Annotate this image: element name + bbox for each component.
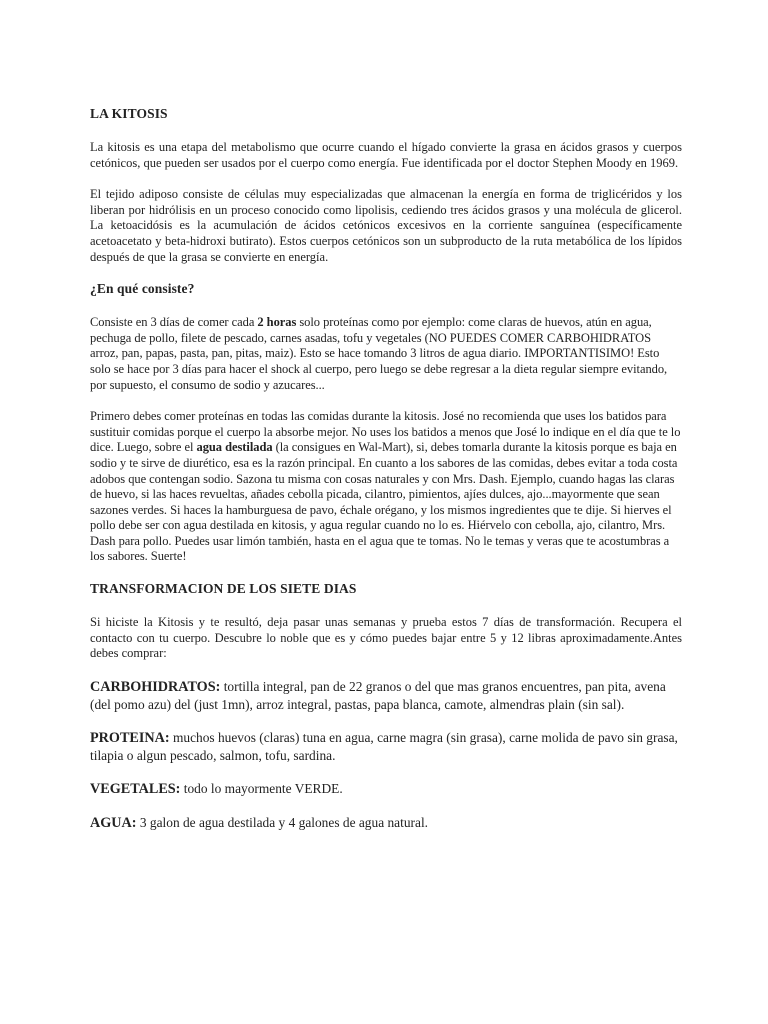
- shopping-item-agua: [90, 814, 682, 832]
- intro-paragraph-2: El tejido adiposo consiste de células muy especializadas que almacenan la energía en forma de triglicéridos y los liberan por hidrólisis en un proceso conocido como lipolisis, cediendo tres ácidos grasos y una molécula de glicerol. La ketoacidósis es la acumulación de ácidos cetónicos excesivos en la corriente sanguínea (específicamente acetoacetato y beta-hidroxi butirato). Estos cuerpos cetónicos son un subproducto de la ruta metabólica de los lípidos después de que la grasa se convierte en energía.: [90, 187, 682, 264]
- item-text: 3 galon de agua destilada y 4 galones de agua natural.: [136, 814, 429, 830]
- document-title: LA KITOSIS: [90, 106, 168, 121]
- shopping-item-vegetales: [90, 780, 682, 798]
- proteinas-paragraph: [90, 409, 682, 565]
- shopping-item-proteina: [90, 729, 682, 764]
- item-text: tortilla integral, pan de 22 granos o del que mas granos encuentres, pan pita, avena (del pomo azu) del (just 1mn), arroz integral, pastas, papa blanca, camote, almendras plain (sin sal).: [90, 678, 666, 712]
- item-text: todo lo mayormente VERDE.: [180, 780, 343, 796]
- item-label: VEGETALES:: [90, 780, 181, 797]
- proteinas-text-a: Primero debes comer proteínas en todas las comidas durante la kitosis. José no recomienda que uses los batidos para sustituir comidas porque el cuerpo la absorbe mejor. No uses los batidos a menos que José lo indique en el día que te lo dice. Luego, sobre el: [90, 409, 681, 455]
- proteinas-text-b: (la consigues en Wal-Mart), si, debes tomarla durante la kitosis porque es baja en sodio y te sirve de diurético, esa es la razón principal. En cuanto a los sabores de las comidas, debes evitar a toda costa adobos que contengan sodio. Sazona tu misma con cosas naturales y con Mrs. Dash. Ejemplo, cuando hagas las claras de huevo, si las haces revueltas, añades cebolla picada, cilantro, pimientos, ajíes dulces, ajo...mayormente que sean sazones verdes. Si haces la hamburguesa de pavo, échale orégano, y los mismos ingredientes que te dije. Si hierves el pollo debe ser con agua destilada en kitosis, y agua regular cuando no lo es. Hiérvelo con cebolla, ajo, cilantro, Mrs. Dash para pollo. Puedes usar limón también, hasta en el agua que te tomas. No le temas y veras que te acostumbras a los sabores. Suerte!: [90, 440, 678, 564]
- item-text: muchos huevos (claras) tuna en agua, carne magra (sin grasa), carne molida de pavo sin grasa, tilapia o algun pescado, salmon, tofu, sardina.: [90, 729, 678, 763]
- proteinas-bold-agua: agua destilada: [196, 440, 273, 455]
- consiste-text-b: solo proteínas como por ejemplo: come claras de huevos, atún en agua, pechuga de pollo, filete de pescado, carnes asadas, tofu y vegetales (NO PUEDES COMER CARBOHIDRATOS arroz, pan, papas, pasta, pan, pitas, maiz). Esto se hace tomando 3 litros de agua diario. IMPORTANTISIMO! Esto solo se hace por 3 días para hacer el shock al cuerpo, pero luego se debe regresar a la dieta regular siempre evitando, por supuesto, el consumo de sodio y azucares...: [90, 315, 668, 392]
- item-label: PROTEINA:: [90, 729, 170, 746]
- consiste-bold-hours: 2 horas: [257, 315, 297, 330]
- consiste-text-a: Consiste en 3 días de comer cada: [90, 315, 258, 330]
- shopping-item-carbohidratos: [90, 678, 682, 713]
- transformacion-intro: Si hiciste la Kitosis y te resultó, deja pasar unas semanas y prueba estos 7 días de transformación. Recupera el contacto con tu cuerpo. Descubre lo noble que es y cómo puedes bajar entre 5 y 12 libras aproximadamente.Antes debes comprar:: [90, 615, 682, 661]
- section-heading-en-que-consiste: ¿En qué consiste?: [90, 281, 195, 297]
- section-heading-transformacion: TRANSFORMACION DE LOS SIETE DIAS: [90, 581, 357, 597]
- item-label: AGUA:: [90, 814, 137, 831]
- consiste-paragraph: [90, 315, 682, 393]
- item-label: CARBOHIDRATOS:: [90, 678, 221, 695]
- intro-paragraph-1: La kitosis es una etapa del metabolismo que ocurre cuando el hígado convierte la grasa en ácidos grasos y cuerpos cetónicos, que pueden ser usados por el cuerpo como energía. Fue identificada por el doctor Stephen Moody en 1969.: [90, 140, 682, 170]
